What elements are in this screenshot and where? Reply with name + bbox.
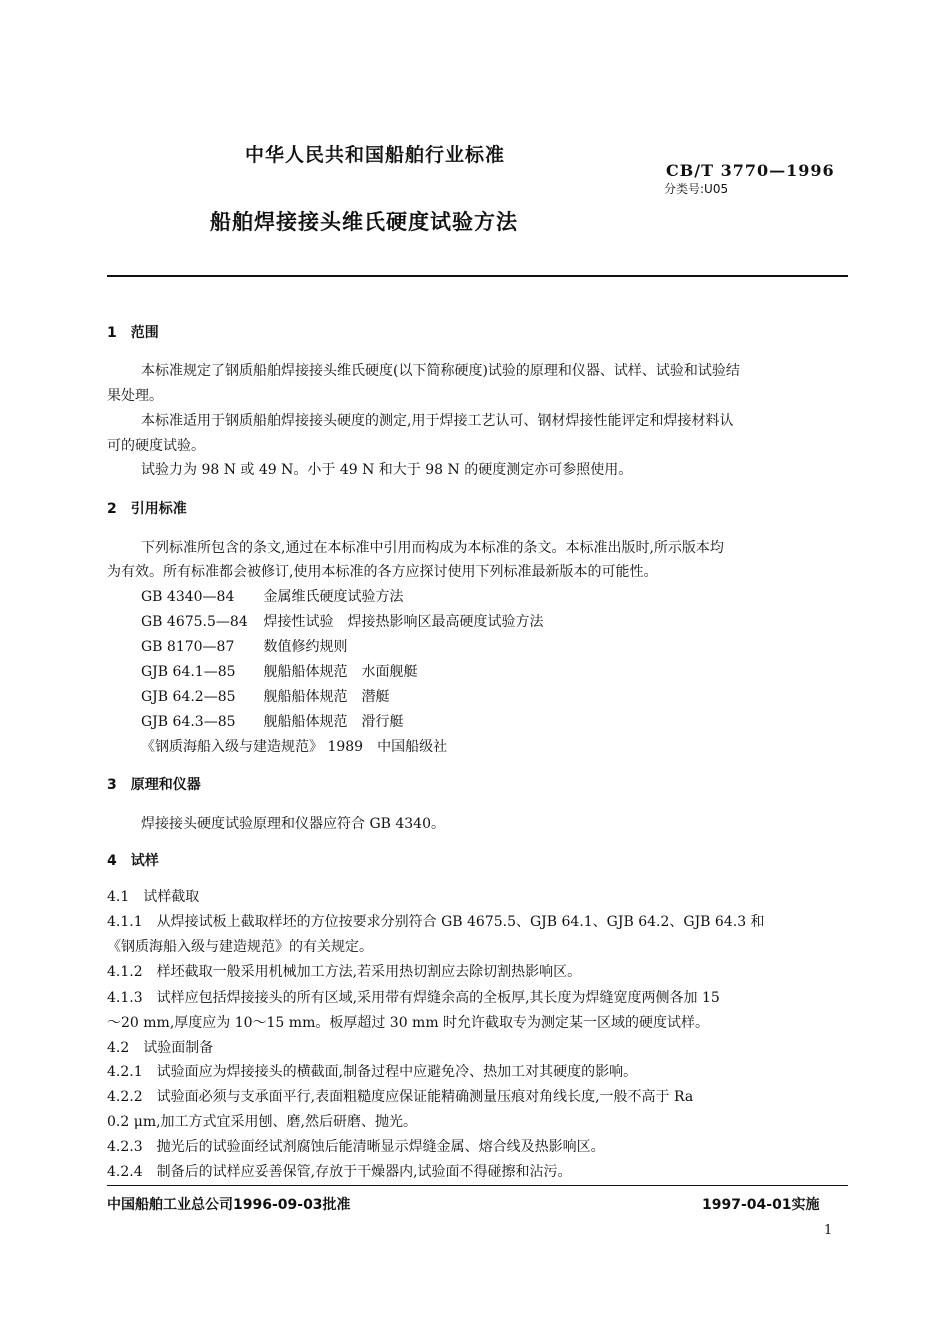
footer-rule — [107, 1185, 848, 1186]
reference-title: 焊接性试验 焊接热影响区最高硬度试验方法 — [263, 614, 544, 630]
reference-title: 舰船船体规范 潜艇 — [263, 689, 390, 705]
classification-code: 分类号:U05 — [664, 182, 729, 196]
section-3-heading: 3 原理和仪器 — [107, 777, 201, 793]
reference-code: GJB 64.1—85 — [141, 664, 236, 680]
reference-title: 舰船船体规范 滑行艇 — [263, 714, 404, 730]
reference-item: 《钢质海船入级与建造规范》 1989 中国船级社 — [141, 739, 448, 755]
section-3-paragraph: 焊接接头硬度试验原理和仪器应符合 GB 4340。 — [141, 816, 445, 832]
header-rule — [107, 275, 848, 277]
section-1-paragraph: 可的硬度试验。 — [107, 438, 205, 454]
clause-text: 4.1.2 样坯截取一般采用机械加工方法,若采用热切割应去除切割热影响区。 — [107, 964, 582, 980]
clause-text: 4.2.3 抛光后的试验面经试剂腐蚀后能清晰显示焊缝金属、熔合线及热影响区。 — [107, 1139, 605, 1155]
reference-item — [141, 586, 403, 606]
section-1-paragraph: 本标准适用于钢质船舶焊接接头硬度的测定,用于焊接工艺认可、钢材焊接性能评定和焊接材料认 — [141, 413, 734, 429]
clause-text: 4.1.1 从焊接试板上截取样坯的方位按要求分别符合 GB 4675.5、GJB 64.1、GJB 64.2、GJB 64.3 和 — [107, 914, 765, 930]
reference-item — [141, 686, 389, 706]
clause-heading: 4.1 试样截取 — [107, 889, 200, 905]
reference-title: 数值修约规则 — [263, 639, 348, 655]
reference-code: GB 4340—84 — [141, 589, 235, 605]
clause-text: ～20 mm,厚度应为 10～15 mm。板厚超过 30 mm 时允许截取专为测定某一区域的硬度试样。 — [107, 1015, 710, 1031]
section-1-paragraph: 本标准规定了钢质船舶焊接接头维氏硬度(以下简称硬度)试验的原理和仪器、试样、试验和试验结 — [141, 363, 740, 379]
clause-text: 4.2.4 制备后的试样应妥善保管,存放于干燥器内,试验面不得碰擦和沾污。 — [107, 1164, 572, 1180]
reference-item — [141, 611, 543, 631]
section-2-heading: 2 引用标准 — [107, 501, 187, 517]
clause-text: 4.2.1 试验面应为焊接接头的横截面,制备过程中应避免冷、热加工对其硬度的影响。 — [107, 1064, 638, 1080]
reference-code: GB 8170—87 — [141, 639, 235, 655]
reference-title: 金属维氏硬度试验方法 — [263, 589, 404, 605]
section-4-heading: 4 试样 — [107, 853, 159, 869]
clause-text: 4.1.3 试样应包括焊接接头的所有区域,采用带有焊缝余高的全板厚,其长度为焊缝宽度两侧各加 15 — [107, 990, 720, 1006]
reference-code: GJB 64.2—85 — [141, 689, 236, 705]
effective-date: 1997-04-01实施 — [702, 1197, 820, 1213]
reference-code: GB 4675.5—84 — [141, 614, 248, 630]
reference-item — [141, 636, 347, 656]
section-2-paragraph: 下列标准所包含的条文,通过在本标准中引用而构成为本标准的条文。本标准出版时,所示版本均 — [141, 540, 724, 556]
clause-text: 0.2 μm,加工方式宜采用刨、磨,然后研磨、抛光。 — [107, 1114, 417, 1130]
approval-statement: 中国船舶工业总公司1996-09-03批准 — [107, 1197, 351, 1213]
reference-title: 舰船船体规范 水面舰艇 — [263, 664, 418, 680]
section-2-paragraph: 为有效。所有标准都会被修订,使用本标准的各方应探讨使用下列标准最新版本的可能性。 — [107, 564, 658, 580]
reference-item — [141, 661, 417, 681]
section-1-paragraph: 果处理。 — [107, 388, 163, 404]
section-1-paragraph: 试验力为 98 N 或 49 N。小于 49 N 和大于 98 N 的硬度测定亦可参照使用。 — [141, 462, 633, 478]
org-title: 中华人民共和国船舶行业标准 — [245, 144, 506, 166]
document-title: 船舶焊接接头维氏硬度试验方法 — [210, 210, 518, 234]
page-number: 1 — [824, 1223, 833, 1238]
reference-item — [141, 711, 403, 731]
standard-number: CB/T 3770—1996 — [666, 161, 835, 180]
clause-text: 4.2.2 试验面必须与支承面平行,表面粗糙度应保证能精确测量压痕对角线长度,一般不高于 Ra — [107, 1089, 694, 1105]
section-1-heading: 1 范围 — [107, 325, 159, 341]
clause-text: 《钢质海船入级与建造规范》的有关规定。 — [107, 939, 373, 955]
reference-code: GJB 64.3—85 — [141, 714, 236, 730]
clause-heading: 4.2 试验面制备 — [107, 1040, 214, 1056]
